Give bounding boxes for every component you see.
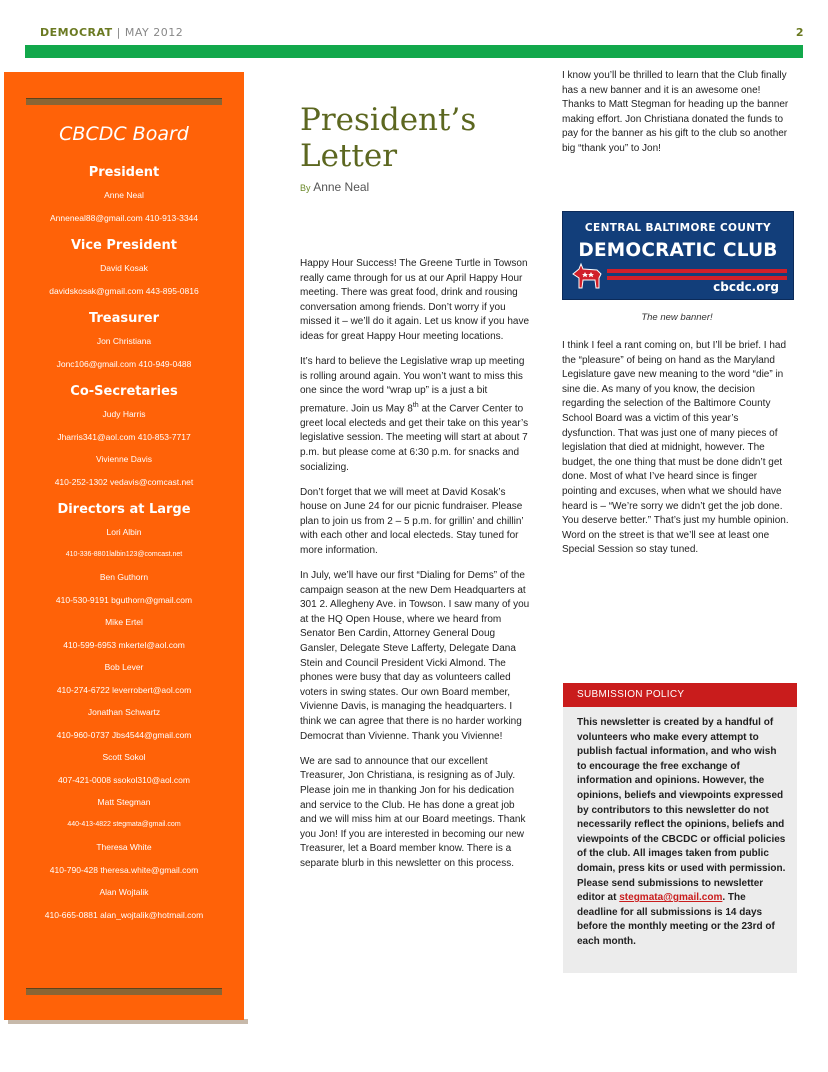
paragraph: Happy Hour Success! The Greene Turtle in Towson really came through for us at our April Happy Hour meeting. There was great food, drink and rousing conversation among friends. Don’t worry if you missed it – we’ll do it again. Let us know if you have ideas for great Happy Hour meeting locations. <box>300 258 530 342</box>
board-member-name: David Kosak <box>100 263 148 273</box>
board-member-contact: Anneneal88@gmail.com 410-913-3344 <box>49 212 199 223</box>
board-member-name: Mike Ertel <box>105 617 143 627</box>
board-member-name: Vivienne Davis <box>95 454 153 464</box>
submission-policy-title: SUBMISSION POLICY <box>577 689 685 700</box>
paragraph: It’s hard to believe the Legislative wrap up meeting is rolling around again. You won’t want to miss this one since the word “wrap up” is a just a bit premature. Join us May 8th at the Carver Center to greet local electeds and get their take on this year’s legislative session. The meeting will start at about 7 p.m. but please come at 6:30 p.m. for snacks and socializing. <box>300 356 529 473</box>
board-member-contact: 410-960-0737 Jbs4544@gmail.com <box>56 729 192 740</box>
donkey-icon <box>569 260 605 292</box>
paragraph: Don’t forget that we will meet at David Kosak’s house on June 24 for our picnic fundraiser. Please plan to join us from 2 – 5 p.m. for grillin’ and chillin’ with each other and local electeds. Stay tuned for more information. <box>300 486 524 557</box>
masthead-separator: | <box>116 26 121 39</box>
board-member-contact: 410-274-6722 leverrobert@aol.com <box>56 684 192 695</box>
board-title: CBCDC Board <box>59 123 189 145</box>
submission-policy-heading <box>563 683 797 707</box>
byline-prefix: By <box>300 183 311 193</box>
board-member-contact: davidskosak@gmail.com 443-895-0816 <box>49 285 199 296</box>
banner-line-2: DEMOCRATIC CLUB <box>578 240 778 261</box>
board-member-name: Jon Christiana <box>96 336 152 346</box>
submission-policy-text <box>577 716 787 950</box>
article-column-2-top <box>562 69 794 167</box>
board-member-name: Anne Neal <box>104 190 144 200</box>
editor-email-link[interactable]: stegmata@gmail.com <box>619 892 723 904</box>
author-name: Anne Neal <box>313 180 370 194</box>
article-title: President’s Letter <box>300 102 477 174</box>
board-member-contact: 440-413-4822 stegmata@gmail.com <box>67 820 181 828</box>
club-banner-image <box>562 211 794 300</box>
board-member-name: Alan Wojtalik <box>99 887 149 897</box>
page-number: 2 <box>795 26 804 39</box>
paragraph: I know you’ll be thrilled to learn that the Club finally has a new banner and it is an awesome one! Thanks to Matt Stegman for heading up the banner making effort. Jon Christiana donated the funds to pay for the banner as his gift to the club so another big “thank you” to Jon! <box>562 70 789 154</box>
board-role-heading: Co-Secretaries <box>70 384 178 399</box>
banner-stripe <box>607 269 787 273</box>
byline <box>300 180 369 194</box>
masthead <box>40 26 806 42</box>
board-role-heading: Directors at Large <box>57 502 191 517</box>
board-role-heading: Vice President <box>71 238 177 253</box>
board-member-name: Lori Albin <box>106 527 142 537</box>
banner-caption: The new banner! <box>641 312 713 323</box>
board-member-contact: 410-530-9191 bguthorn@gmail.com <box>55 594 193 605</box>
header-bar <box>25 45 803 58</box>
board-member-contact: 410-252-1302 vedavis@comcast.net <box>54 476 194 487</box>
board-member-contact: 410-599-6953 mkertel@aol.com <box>63 639 185 650</box>
board-member-name: Jonathan Schwartz <box>87 707 161 717</box>
board-member-name: Judy Harris <box>102 409 146 419</box>
board-member-name: Theresa White <box>96 842 152 852</box>
article-column-2-bottom <box>562 339 794 568</box>
board-member-contact: Jonc106@gmail.com 410-949-0488 <box>56 358 192 369</box>
board-member-name: Matt Stegman <box>97 797 151 807</box>
board-roster <box>4 156 244 926</box>
policy-text-after: . The deadline for all submissions is 14 days before the monthly meeting or the 23rd of each month. <box>577 892 775 947</box>
banner-url: cbcdc.org <box>713 280 779 294</box>
policy-text-before: This newsletter is created by a handful of volunteers who make every attempt to publish factual information, and who wish to encourage the free exchange of information and opinions. However, the opinions, beliefs and viewpoints expressed by contributors to this newsletter do not necessarily reflect the opinions, beliefs and viewpoints of the CBCDC or official policies of the club. All images taken from public domain, press kits or used with permission. Please send submissions to newsletter editor at <box>577 717 786 904</box>
board-role-heading: President <box>88 165 160 180</box>
paragraph: In July, we’ll have our first “Dialing for Dems” of the campaign season at the new Dem Headquarters at 301 2. Allegheny Ave. in Towson. I saw many of you at the HQ Open House, where we heard from Senator Ben Cardin, Attorney General Doug Gansler, Delegate Steve Lafferty, Delegate Dana Stein and Council President Vicki Almond. The phones were busy that day as volunteers called voters in swing states. Our own Board member, Vivienne Davis, is managing the headquarters. I think we can agree that there is no harder working Democrat than Vivienne. Thank you Vivienne! <box>300 570 530 742</box>
board-member-contact: Jharris341@aol.com 410-853-7717 <box>57 431 191 442</box>
paragraph: I think I feel a rant coming on, but I’ll be brief. I had the “pleasure” of being on hand as the Maryland Legislature gave new meaning to the word “die” in sine die. As many of you know, the decision regarding the selection of the Baltimore County School Board was a victim of this year’s dysfunction. That was just one of many pieces of legislation that died at midnight, however. The budget, the one thing that must be done didn’t get done. Most of what I’ve heard since is finger pointing and excuses, when what we should have heard is – “We’re sorry we didn’t get the job done. You deserve better.” That’s just my humble opinion. Word on the street is that we’ll see at least one Special Session so stay tuned. <box>562 340 789 556</box>
board-member-contact: 410-665-0881 alan_wojtalik@hotmail.com <box>44 909 204 920</box>
paragraph: We are sad to announce that our excellent Treasurer, Jon Christiana, is resigning as of July. Please join me in thanking Jon for his dedication and service to the Club. He has done a great job and we will miss him at our Board meetings. Thank you Jon! If you are interested in becoming our new Treasurer, let a Board member know. There is a separate blurb in this newsletter on this process. <box>300 755 526 869</box>
board-member-contact: 410-336-8801lalbin123@comcast.net <box>65 550 183 558</box>
article-column-1 <box>300 257 532 882</box>
board-member-name: Ben Guthorn <box>99 572 149 582</box>
board-member-name: Bob Lever <box>104 662 144 672</box>
issue-date: MAY 2012 <box>124 26 184 39</box>
board-role-heading: Treasurer <box>88 311 160 326</box>
banner-line-1: CENTRAL BALTIMORE COUNTY <box>584 222 772 234</box>
board-member-contact: 410-790-428 theresa.white@gmail.com <box>49 864 199 875</box>
sidebar-bottom-rule <box>26 988 222 995</box>
board-member-contact: 407-421-0008 ssokol310@aol.com <box>58 774 190 785</box>
newsletter-name: DEMOCRAT <box>40 26 113 39</box>
board-sidebar <box>4 72 244 1020</box>
board-member-name: Scott Sokol <box>102 752 146 762</box>
sidebar-top-rule <box>26 98 222 105</box>
